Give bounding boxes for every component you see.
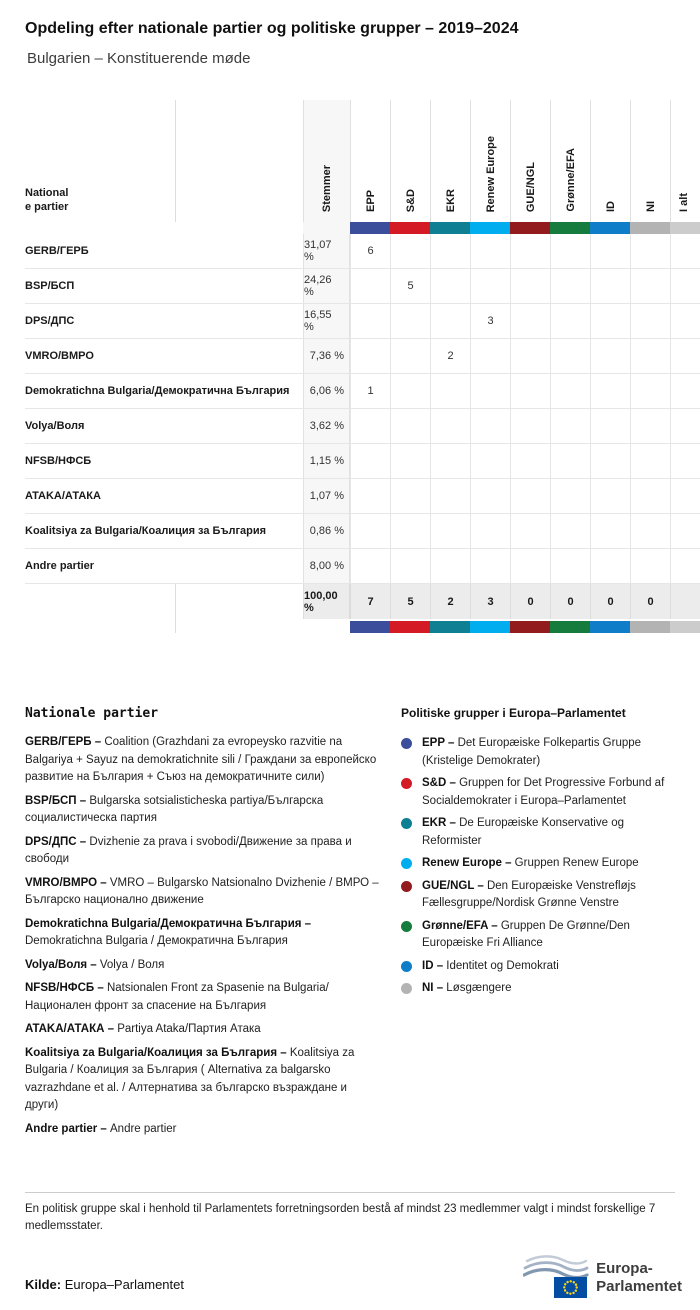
seat-value	[550, 304, 590, 338]
seat-value	[470, 269, 510, 303]
column-header-renew-europe	[470, 100, 510, 222]
column-header-label: GUE/NGL	[524, 161, 537, 212]
party-name: Volya/Воля	[25, 420, 85, 432]
seat-value	[630, 409, 670, 443]
party-legend-item: ATAKA/АТАКА – Partiya Ataka/Партия Атака	[25, 1023, 261, 1035]
seat-value: 5	[390, 269, 430, 303]
total-votes-value: 100,00 %	[303, 584, 350, 619]
seat-value	[470, 234, 510, 268]
seat-value	[510, 444, 550, 478]
seat-value	[470, 514, 510, 548]
seat-value	[510, 269, 550, 303]
seat-value	[430, 409, 470, 443]
table-total-row	[25, 584, 700, 619]
group-legend-item	[401, 958, 679, 976]
seat-value	[670, 514, 700, 548]
votes-value: 31,07 %	[303, 234, 350, 268]
party-name: VMRO/ВМРО	[25, 350, 94, 362]
party-legend-heading: Nationale partier	[25, 706, 159, 721]
eu-flag-icon	[554, 1277, 587, 1298]
ekr-color-dot	[401, 818, 412, 829]
color-swatch-i-alt	[670, 621, 700, 633]
color-swatch-id	[590, 222, 630, 234]
group-legend-text: S&D – Gruppen for Det Progressive Forbund af Socialdemokrater i Europa–Parlamentet	[422, 777, 665, 807]
votes-value: 1,07 %	[303, 479, 350, 513]
ep-logo-graphic	[523, 1252, 589, 1298]
seat-value	[350, 479, 390, 513]
european-parliament-logo	[523, 1252, 682, 1298]
table-body	[25, 234, 700, 584]
column-header-gr-nne-efa	[550, 100, 590, 222]
group-legend-heading: Politiske grupper i Europa–Parlamentet	[401, 706, 626, 720]
seat-value	[590, 444, 630, 478]
group-legend-text: EPP – Det Europæiske Folkepartis Gruppe (Kristelige Demokrater)	[422, 737, 642, 767]
seat-value	[590, 234, 630, 268]
seat-value	[590, 409, 630, 443]
seat-value	[470, 374, 510, 408]
party-name: NFSB/НФСБ	[25, 455, 92, 467]
party-legend-name: Koalitsiya za Bulgaria/Коалиция за България –	[25, 1046, 290, 1059]
group-legend-item	[401, 918, 679, 953]
seat-value	[430, 479, 470, 513]
group-legend-text: GUE/NGL – Den Europæiske Venstrefløjs Fællesgruppe/Nordisk Grønne Venstre	[422, 879, 636, 909]
table-row	[25, 234, 700, 269]
seat-value	[670, 269, 700, 303]
seat-value	[590, 549, 630, 583]
party-legend-item: BSP/БСП – Bulgarska sotsialisticheska partiya/Българска социалистическа партия	[25, 794, 324, 824]
color-swatch-id	[590, 621, 630, 633]
seat-value	[630, 339, 670, 373]
color-swatch-renew-europe	[470, 222, 510, 234]
column-header-stemmer	[303, 100, 350, 222]
seat-value	[670, 479, 700, 513]
group-legend	[401, 706, 679, 1144]
seat-value	[590, 514, 630, 548]
header-divider-line	[175, 100, 176, 222]
column-header-ekr	[430, 100, 470, 222]
seat-value	[590, 479, 630, 513]
seat-value	[390, 339, 430, 373]
color-swatch-s-d	[390, 621, 430, 633]
ni-color-dot	[401, 983, 412, 994]
results-table	[25, 100, 700, 633]
column-header-label: Renew Europe	[484, 135, 497, 212]
seat-value	[470, 479, 510, 513]
party-name: ATAKA/АТАКА	[25, 490, 101, 502]
seat-value	[550, 479, 590, 513]
bar-votes-spacer	[303, 222, 350, 234]
column-header-i-alt	[670, 100, 700, 222]
column-header-label: Grønne/EFA	[564, 148, 577, 212]
source-value: Europa–Parlamentet	[64, 1277, 184, 1292]
votes-value: 24,26 %	[303, 269, 350, 303]
seat-value	[510, 409, 550, 443]
party-legend-item: VMRO/ВМРО – VMRO – Bulgarsko Natsionalno Dvizhenie / ВМРО – Българско национално движение	[25, 876, 379, 906]
seat-value	[350, 339, 390, 373]
seat-value	[350, 409, 390, 443]
seat-value	[470, 549, 510, 583]
seat-value	[550, 374, 590, 408]
seat-value	[350, 269, 390, 303]
seat-value	[590, 339, 630, 373]
party-name: DPS/ДПС	[25, 315, 75, 327]
table-row	[25, 409, 700, 444]
page-title: Opdeling efter nationale partier og politiske grupper – 2019–2024	[25, 20, 519, 37]
total-seat-value: 0	[590, 584, 630, 619]
gue-ngl-color-dot	[401, 881, 412, 892]
party-legend-name: GERB/ГЕРБ –	[25, 736, 105, 748]
column-header-s-d	[390, 100, 430, 222]
group-legend-item	[401, 878, 679, 913]
column-header-ni	[630, 100, 670, 222]
s-d-color-dot	[401, 778, 412, 789]
seat-value	[350, 549, 390, 583]
party-name: BSP/БСП	[25, 280, 75, 292]
table-header-row	[25, 100, 700, 222]
page-subtitle: Bulgarien – Konstituerende møde	[27, 50, 251, 67]
party-legend-item: Andre partier – Andre partier	[25, 1122, 177, 1135]
column-header-label: I alt	[678, 193, 690, 212]
votes-header-label: Stemmer	[321, 164, 333, 212]
bar-spacer	[25, 222, 303, 234]
votes-value: 8,00 %	[303, 549, 350, 583]
group-color-bar	[25, 621, 700, 633]
votes-value: 3,62 %	[303, 409, 350, 443]
group-legend-list	[401, 735, 679, 998]
color-swatch-ekr	[430, 222, 470, 234]
seat-value	[430, 304, 470, 338]
gr-nne-efa-color-dot	[401, 921, 412, 932]
party-name: Koalitsiya za Bulgaria/Коалиция за България	[25, 525, 267, 537]
seat-value	[670, 374, 700, 408]
seat-value	[470, 409, 510, 443]
source-label: Kilde:	[25, 1277, 62, 1292]
seat-value	[550, 234, 590, 268]
group-legend-abbr: GUE/NGL –	[422, 879, 487, 892]
seat-value	[470, 444, 510, 478]
seat-value	[430, 444, 470, 478]
seat-value	[390, 479, 430, 513]
seat-value	[430, 269, 470, 303]
table-row	[25, 514, 700, 549]
total-seat-value: 0	[550, 584, 590, 619]
seat-value: 1	[350, 374, 390, 408]
seat-value	[590, 374, 630, 408]
color-swatch-ekr	[430, 621, 470, 633]
seat-value	[550, 444, 590, 478]
seat-value	[390, 514, 430, 548]
votes-value: 0,86 %	[303, 514, 350, 548]
party-legend-name: BSP/БСП –	[25, 794, 90, 807]
bar-spacer	[25, 621, 303, 633]
party-legend-name: DPS/ДПС –	[25, 835, 90, 848]
group-legend-text: Grønne/EFA – Gruppen De Grønne/Den Europæiske Fri Alliance	[422, 919, 630, 949]
group-legend-abbr: ID –	[422, 959, 447, 972]
votes-value: 6,06 %	[303, 374, 350, 408]
seat-value	[630, 304, 670, 338]
seat-value	[390, 444, 430, 478]
seat-value	[470, 339, 510, 373]
group-legend-item	[401, 735, 679, 770]
color-swatch-i-alt	[670, 222, 700, 234]
party-legend-item: Volya/Воля – Volya / Воля	[25, 958, 165, 971]
seat-value	[670, 339, 700, 373]
seat-value	[390, 304, 430, 338]
renew-europe-color-dot	[401, 858, 412, 869]
logo-text	[596, 1260, 682, 1296]
party-name: Demokratichna Bulgaria/Демократична България	[25, 385, 290, 397]
footnote: En politisk gruppe skal i henhold til Parlamentets forretningsorden bestå af mindst 23 medlemmer valgt i mindst forskellige 7 medlemsstater.	[25, 1203, 656, 1232]
seat-value	[390, 374, 430, 408]
seat-value	[550, 514, 590, 548]
total-seat-value: 3	[470, 584, 510, 619]
seat-value	[430, 514, 470, 548]
source-line	[25, 1277, 184, 1292]
seat-value	[390, 234, 430, 268]
total-seat-value: 7	[350, 584, 390, 619]
seat-value	[550, 339, 590, 373]
seat-value	[430, 374, 470, 408]
party-legend-item: NFSB/НФСБ – Natsionalen Front za Spasenie na Bulgaria/Национален фронт за спасение на България	[25, 982, 329, 1012]
table-corner-cell	[25, 100, 303, 222]
footer-divider	[25, 1192, 675, 1193]
color-swatch-gr-nne-efa	[550, 222, 590, 234]
table-row	[25, 549, 700, 584]
color-swatch-gue-ngl	[510, 621, 550, 633]
seat-value	[430, 549, 470, 583]
seat-value: 2	[430, 339, 470, 373]
party-legend-name: NFSB/НФСБ –	[25, 982, 107, 994]
seat-value	[350, 514, 390, 548]
column-header-label: EKR	[444, 188, 457, 212]
seat-value	[510, 339, 550, 373]
seat-value	[590, 304, 630, 338]
table-row	[25, 269, 700, 304]
group-legend-item	[401, 775, 679, 810]
seat-value	[670, 549, 700, 583]
color-swatch-gr-nne-efa	[550, 621, 590, 633]
group-legend-abbr: NI –	[422, 982, 447, 994]
total-divider-line	[175, 584, 176, 633]
party-legend-name: Andre partier –	[25, 1122, 110, 1135]
total-row-spacer	[25, 584, 303, 619]
table-row	[25, 479, 700, 514]
seat-value	[550, 549, 590, 583]
bar-votes-spacer	[303, 621, 350, 633]
legend-section	[25, 706, 687, 1144]
table-row	[25, 339, 700, 374]
color-swatch-gue-ngl	[510, 222, 550, 234]
group-legend-item	[401, 980, 679, 998]
group-legend-item	[401, 815, 679, 850]
seat-value	[630, 514, 670, 548]
group-legend-text: EKR – De Europæiske Konservative og Reformister	[422, 817, 624, 847]
color-swatch-ni	[630, 621, 670, 633]
party-legend-name: Demokratichna Bulgaria/Демократична България –	[25, 917, 312, 930]
seat-value	[390, 549, 430, 583]
table-row	[25, 304, 700, 339]
total-seat-value: 2	[430, 584, 470, 619]
seat-value	[510, 549, 550, 583]
total-seat-value: 0	[630, 584, 670, 619]
column-header-epp	[350, 100, 390, 222]
column-header-label: S&D	[404, 188, 417, 212]
total-seat-value: 5	[390, 584, 430, 619]
seat-value	[670, 444, 700, 478]
party-legend-item: DPS/ДПС – Dvizhenie za prava i svobodi/Движение за права и свободи	[25, 835, 352, 865]
total-seat-value: 0	[510, 584, 550, 619]
seat-value	[350, 444, 390, 478]
group-legend-abbr: EKR –	[422, 817, 460, 829]
party-legend	[25, 706, 381, 1144]
column-header-id	[590, 100, 630, 222]
group-legend-abbr: S&D –	[422, 777, 460, 789]
column-header-label: EPP	[364, 189, 377, 212]
group-color-bar	[25, 222, 700, 234]
seat-value: 6	[350, 234, 390, 268]
logo-text-line2: Parlamentet	[596, 1278, 682, 1295]
column-header-label: NI	[644, 201, 657, 212]
seat-value	[430, 234, 470, 268]
seat-value	[630, 479, 670, 513]
party-legend-name: Volya/Воля –	[25, 958, 100, 971]
seat-value	[350, 304, 390, 338]
seat-value	[510, 479, 550, 513]
seat-value	[630, 549, 670, 583]
party-legend-item: GERB/ГЕРБ – Coalition (Grazhdani za evropeysko razvitie na Balgariya + Sayuz na demokratichnite sili / Граждани за европейско развитие на България + Съюз на демократичните сили)	[25, 736, 377, 783]
logo-text-line1: Europa-	[596, 1260, 653, 1277]
hemicycle-icon	[524, 1256, 587, 1277]
seat-value	[670, 304, 700, 338]
party-legend-item: Koalitsiya za Bulgaria/Коалиция за България – Koalitsiya za Bulgaria / Коалиция за България ( Alternativa za balgarsko vazrazhdane et al. / Алтернатива за българско възраждане и други)	[25, 1046, 355, 1111]
epp-color-dot	[401, 738, 412, 749]
seat-value	[510, 304, 550, 338]
color-swatch-ni	[630, 222, 670, 234]
seat-value	[550, 269, 590, 303]
group-legend-text: ID – Identitet og Demokrati	[422, 959, 559, 972]
party-name: Andre partier	[25, 560, 95, 572]
seat-value	[510, 234, 550, 268]
group-legend-abbr: Renew Europe –	[422, 857, 515, 869]
group-legend-item	[401, 855, 679, 873]
seat-value	[670, 409, 700, 443]
votes-value: 16,55 %	[303, 304, 350, 338]
party-legend-name: ATAKA/АТАКА –	[25, 1023, 118, 1035]
seat-value	[510, 374, 550, 408]
row-header-label: Nationale partier	[25, 187, 69, 213]
party-legend-list	[25, 734, 381, 1138]
seat-value	[670, 234, 700, 268]
color-swatch-epp	[350, 222, 390, 234]
id-color-dot	[401, 961, 412, 972]
group-legend-text: Renew Europe – Gruppen Renew Europe	[422, 857, 639, 869]
group-legend-abbr: Grønne/EFA –	[422, 919, 501, 932]
seat-value	[630, 374, 670, 408]
party-legend-name: VMRO/ВМРО –	[25, 876, 110, 889]
votes-value: 1,15 %	[303, 444, 350, 478]
votes-value: 7,36 %	[303, 339, 350, 373]
total-seat-value	[670, 584, 700, 619]
seat-value	[390, 409, 430, 443]
seat-value	[510, 514, 550, 548]
party-legend-item: Demokratichna Bulgaria/Демократична България – Demokratichna Bulgaria / Демократична България	[25, 917, 312, 947]
color-swatch-epp	[350, 621, 390, 633]
table-row	[25, 444, 700, 479]
party-name: GERB/ГЕРБ	[25, 245, 89, 257]
table-row	[25, 374, 700, 409]
seat-value	[630, 234, 670, 268]
column-header-gue-ngl	[510, 100, 550, 222]
seat-value	[590, 269, 630, 303]
seat-value	[630, 269, 670, 303]
color-swatch-renew-europe	[470, 621, 510, 633]
group-legend-abbr: EPP –	[422, 737, 458, 749]
column-header-label: ID	[604, 201, 617, 212]
group-legend-text: NI – Løsgængere	[422, 982, 512, 994]
seat-value: 3	[470, 304, 510, 338]
seat-value	[630, 444, 670, 478]
seat-value	[550, 409, 590, 443]
color-swatch-s-d	[390, 222, 430, 234]
